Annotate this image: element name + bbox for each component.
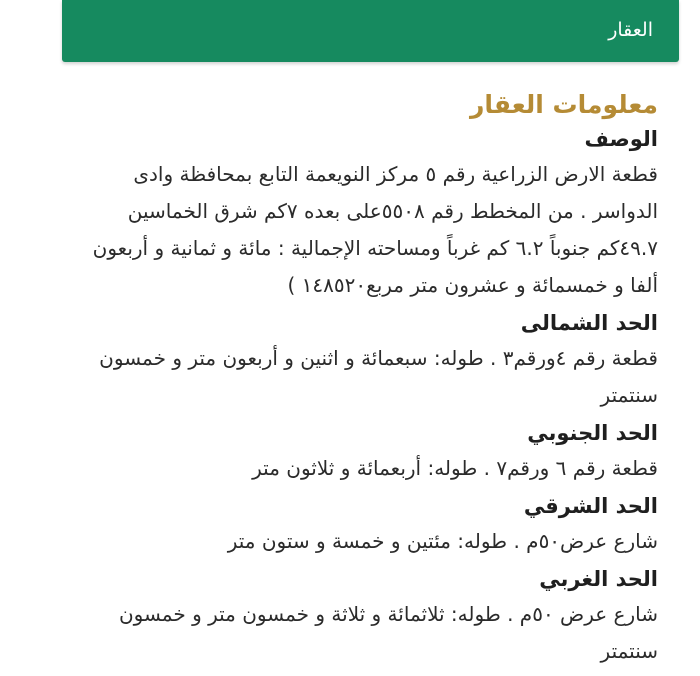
description-label: الوصف — [584, 127, 658, 151]
north-boundary-text: قطعة رقم ٤ورقم٣ . طوله: سبعمائة و اثنين و أربعون متر و خمسون سنتمتر — [99, 346, 658, 407]
west-boundary-text: شارع عرض ٥٠م . طوله: ثلاثمائة و ثلاثة و خمسون متر و خمسون سنتمتر — [118, 602, 658, 663]
east-boundary-label: الحد الشرقي — [523, 494, 658, 518]
header-title: العقار — [608, 19, 653, 41]
south-boundary-label: الحد الجنوبي — [527, 421, 658, 445]
north-boundary-label: الحد الشمالى — [520, 311, 658, 335]
property-info-section — [92, 88, 658, 672]
south-boundary-text: قطعة رقم ٦ ورقم٧ . طوله: أربعمائة و ثلاثون متر — [252, 456, 658, 480]
east-boundary-text: شارع عرض٥٠م . طوله: مئتين و خمسة و ستون متر — [227, 529, 658, 553]
description-text: قطعة الارض الزراعية رقم ٥ مركز النويعمة التابع بمحافظة وادى الدواسر . من المخطط رقم ٥٥٠٨على بعده ٧كم شرق الخماسين ٤٩.٧كم جنوباً ٦.٢ كم غرباً ومساحته الإجمالية : مائة و ثمانية و أربعون ألفا و خمسمائة و عشرون متر مربع١٤٨٥٢٠ ) — [92, 162, 658, 297]
west-boundary-label: الحد الغربي — [539, 567, 658, 591]
header-bar[interactable] — [62, 0, 679, 62]
section-title: معلومات العقار — [469, 90, 658, 119]
